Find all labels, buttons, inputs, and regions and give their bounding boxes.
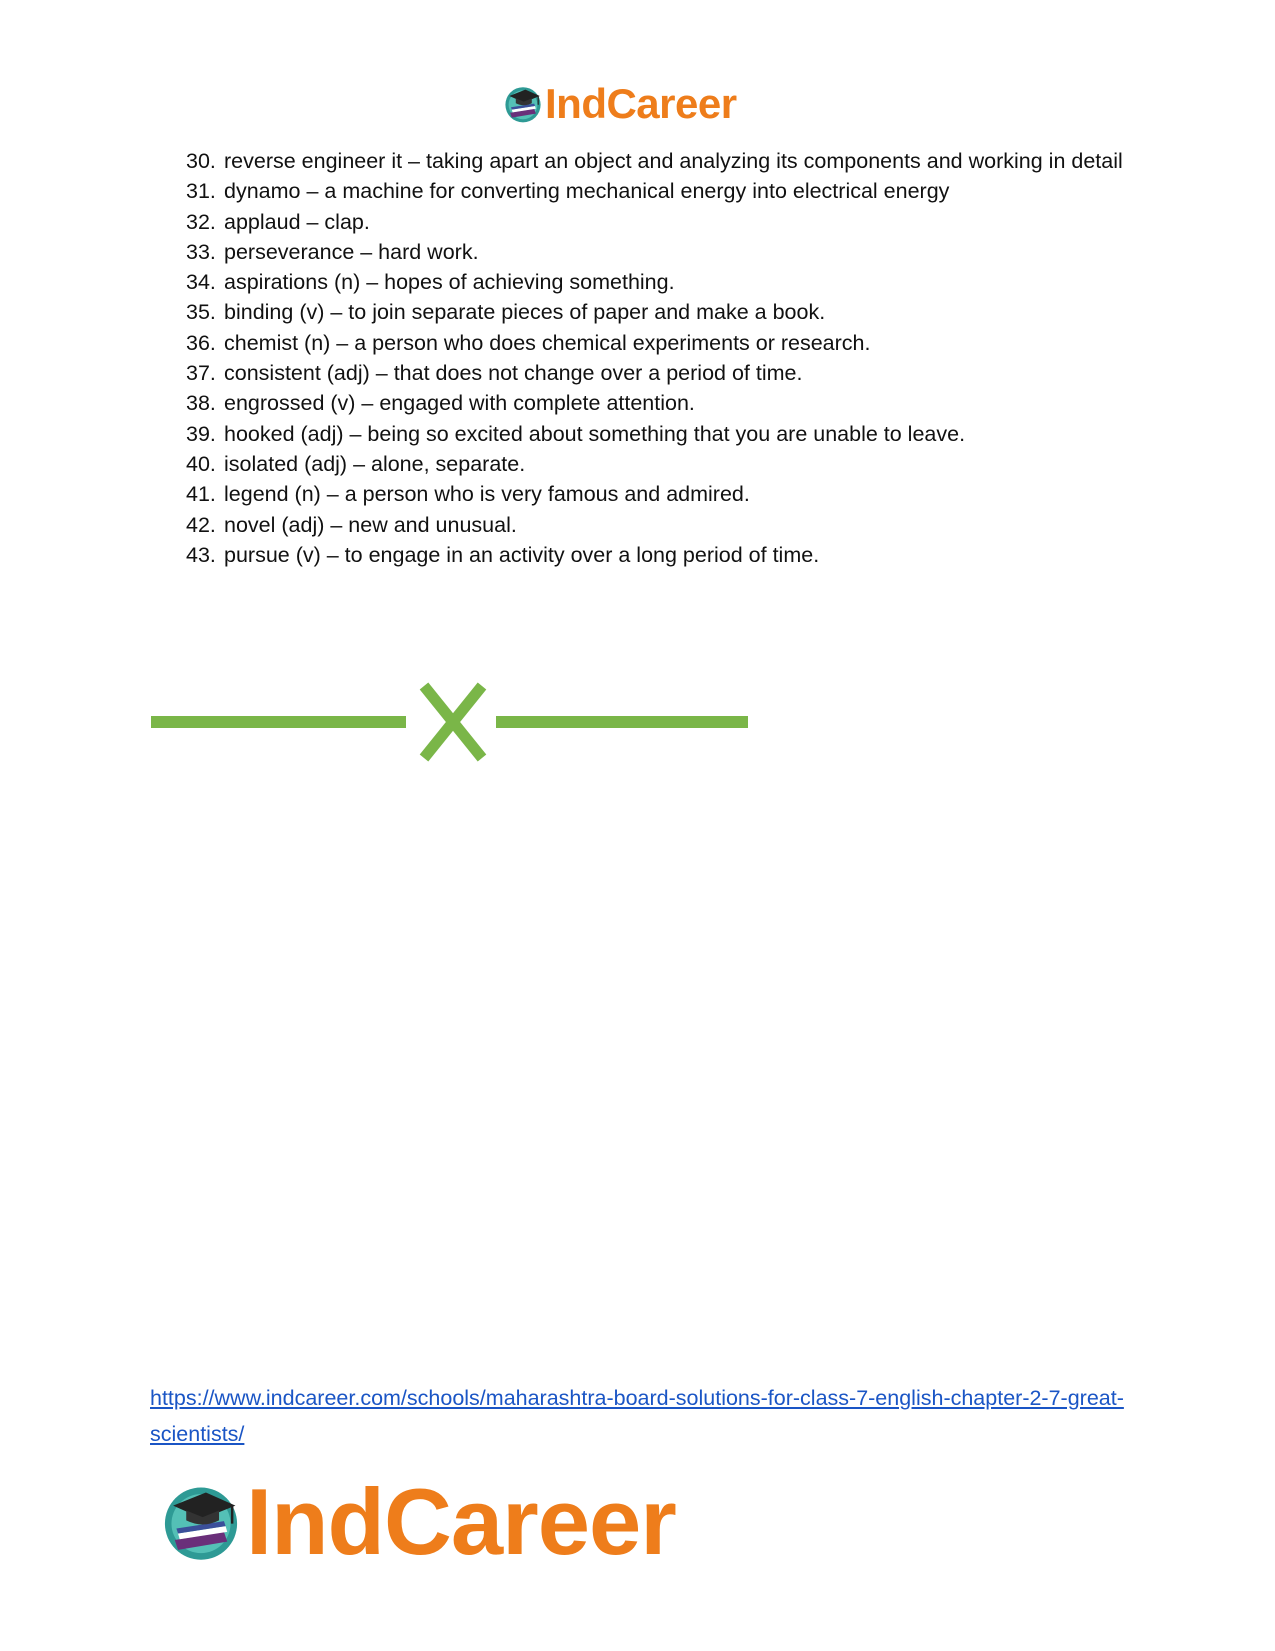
item-text: consistent (adj) – that does not change over a period of time.	[224, 361, 803, 386]
item-text: chemist (n) – a person who does chemical experiments or research.	[224, 330, 871, 355]
item-number: 33.	[186, 239, 216, 264]
item-text: applaud – clap.	[224, 209, 370, 234]
section-divider	[151, 682, 751, 762]
item-number: 32.	[186, 209, 216, 234]
item-text: aspirations (n) – hopes of achieving something.	[224, 270, 675, 295]
item-text: engrossed (v) – engaged with complete attention.	[224, 391, 695, 416]
list-item	[186, 419, 1126, 449]
item-number: 43.	[186, 542, 216, 567]
item-text: reverse engineer it – taking apart an object and analyzing its components and working in detail	[224, 149, 1123, 173]
item-number: 37.	[186, 361, 216, 386]
item-number: 31.	[186, 179, 216, 204]
list-item	[186, 358, 1126, 388]
list-item	[186, 388, 1126, 418]
item-number: 34.	[186, 270, 216, 295]
list-item	[186, 176, 1126, 206]
list-item	[186, 510, 1126, 540]
item-text: dynamo – a machine for converting mechanical energy into electrical energy	[224, 179, 950, 204]
item-text: novel (adj) – new and unusual.	[224, 512, 517, 537]
item-number: 36.	[186, 330, 216, 355]
item-text: isolated (adj) – alone, separate.	[224, 451, 526, 476]
divider-line-right	[496, 716, 748, 728]
logo-emblem-icon	[160, 1481, 242, 1563]
divider-line-left	[151, 716, 406, 728]
list-item	[186, 237, 1126, 267]
list-item	[186, 297, 1126, 327]
source-url-link[interactable]: https://www.indcareer.com/schools/maharashtra-board-solutions-for-class-7-english-chapter-2-7-great-scientists/	[150, 1386, 1124, 1446]
item-text: hooked (adj) – being so excited about something that you are unable to leave.	[224, 421, 966, 446]
item-text: legend (n) – a person who is very famous and admired.	[224, 482, 750, 507]
logo-emblem-icon	[503, 84, 543, 124]
footer-logo-text: IndCareer	[246, 1469, 676, 1574]
header-logo-text: IndCareer	[545, 80, 737, 127]
list-item	[186, 449, 1126, 479]
item-text: binding (v) – to join separate pieces of paper and make a book.	[224, 300, 826, 325]
list-item	[186, 207, 1126, 237]
item-number: 35.	[186, 300, 216, 325]
list-item	[186, 328, 1126, 358]
item-number: 41.	[186, 482, 216, 507]
item-number: 38.	[186, 391, 216, 416]
list-item	[186, 146, 1126, 176]
item-text: pursue (v) – to engage in an activity over a long period of time.	[224, 542, 820, 567]
header-logo	[503, 80, 737, 128]
vocabulary-list	[186, 146, 1126, 570]
list-item	[186, 479, 1126, 509]
item-number: 40.	[186, 451, 216, 476]
cross-icon	[424, 686, 482, 758]
footer-logo	[160, 1468, 676, 1576]
list-item	[186, 267, 1126, 297]
item-number: 39.	[186, 421, 216, 446]
list-item	[186, 540, 1126, 570]
item-number: 30.	[186, 149, 216, 173]
item-text: perseverance – hard work.	[224, 239, 479, 264]
item-number: 42.	[186, 512, 216, 537]
